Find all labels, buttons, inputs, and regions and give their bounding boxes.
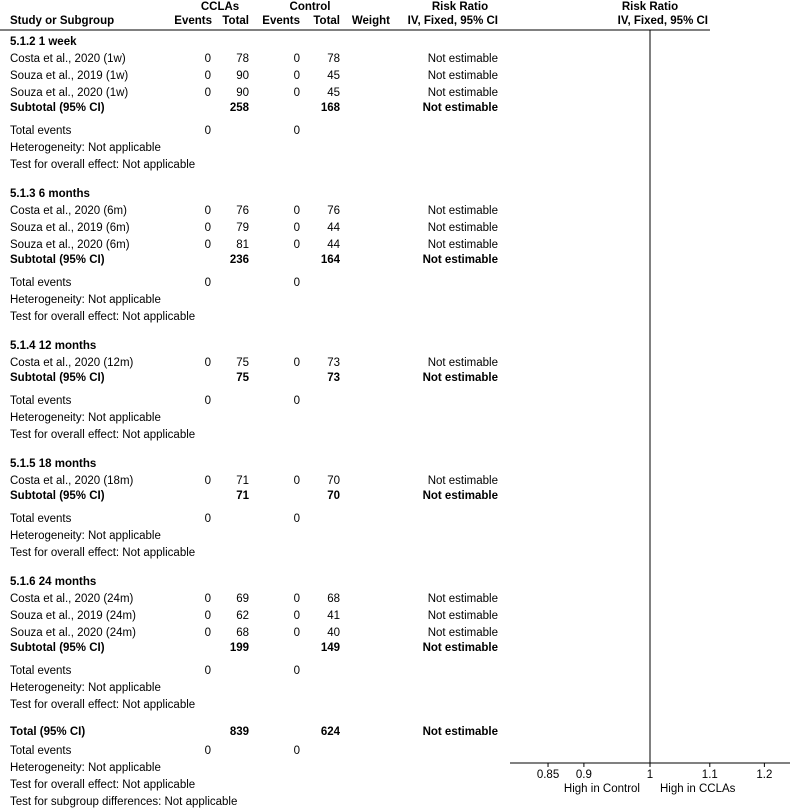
heterogeneity-text: Heterogeneity: Not applicable [10, 682, 161, 694]
events-cclas: 0 [204, 475, 211, 487]
subgroup-title: 5.1.5 18 months [10, 458, 97, 470]
column-header-events: Events [174, 15, 212, 27]
overall-effect-text: Test for overall effect: Not applicable [10, 547, 196, 559]
risk-ratio-value: Not estimable [427, 627, 498, 639]
subtotal-total-cclas: 236 [229, 254, 249, 266]
total-cclas: 90 [236, 87, 249, 99]
total-events-label: Total events [10, 665, 72, 677]
total-events-cclas: 0 [204, 125, 211, 137]
x-tick-label: 0.9 [575, 769, 592, 781]
subtotal-risk-ratio: Not estimable [422, 254, 498, 266]
group-header-cclas: CCLAs [200, 1, 240, 13]
events-cclas: 0 [204, 53, 211, 65]
total-cclas: 68 [236, 627, 249, 639]
total-events-cclas: 0 [204, 745, 211, 757]
risk-ratio-value: Not estimable [427, 593, 498, 605]
total-control: 73 [327, 357, 340, 369]
axis-label-right: High in CCLAs [660, 783, 736, 795]
overall-effect-text: Test for overall effect: Not applicable [10, 429, 196, 441]
total-events-control: 0 [293, 745, 300, 757]
events-cclas: 0 [204, 593, 211, 605]
heterogeneity-text: Heterogeneity: Not applicable [10, 530, 161, 542]
events-cclas: 0 [204, 610, 211, 622]
total-events-label: Total events [10, 395, 72, 407]
events-control: 0 [293, 475, 300, 487]
study-name: Costa et al., 2020 (18m) [10, 475, 134, 487]
total-cclas: 71 [236, 475, 249, 487]
x-tick-label: 1.2 [756, 769, 773, 781]
events-cclas: 0 [204, 239, 211, 251]
column-header-total: Total [222, 15, 249, 27]
study-name: Souza et al., 2020 (6m) [10, 239, 130, 251]
column-header-weight: Weight [351, 15, 390, 27]
events-control: 0 [293, 593, 300, 605]
events-control: 0 [293, 357, 300, 369]
total-cclas: 90 [236, 70, 249, 82]
x-tick-label: 1 [646, 769, 654, 781]
total-cclas: 69 [236, 593, 249, 605]
risk-ratio-value: Not estimable [427, 475, 498, 487]
group-header-risk-ratio: Risk Ratio [431, 1, 489, 13]
risk-ratio-value: Not estimable [427, 87, 498, 99]
study-name: Costa et al., 2020 (24m) [10, 593, 134, 605]
subtotal-label: Subtotal (95% CI) [10, 254, 105, 266]
risk-ratio-value: Not estimable [427, 70, 498, 82]
total-events-label: Total events [10, 745, 72, 757]
subtotal-risk-ratio: Not estimable [422, 642, 498, 654]
total-control: 44 [327, 222, 340, 234]
total-events-cclas: 0 [204, 513, 211, 525]
x-tick-label: 1.1 [701, 769, 718, 781]
study-name: Costa et al., 2020 (6m) [10, 205, 127, 217]
subtotal-label: Subtotal (95% CI) [10, 372, 105, 384]
axis-label-left: High in Control [563, 783, 640, 795]
total-events-label: Total events [10, 125, 72, 137]
events-cclas: 0 [204, 87, 211, 99]
events-cclas: 0 [204, 357, 211, 369]
study-name: Souza et al., 2020 (1w) [10, 87, 129, 99]
total-cclas: 79 [236, 222, 249, 234]
subtotal-total-control: 73 [327, 372, 340, 384]
total-events-control: 0 [293, 665, 300, 677]
subtotal-total-cclas: 258 [229, 102, 249, 114]
risk-ratio-value: Not estimable [427, 222, 498, 234]
total-cclas: 81 [236, 239, 249, 251]
total-control: 44 [327, 239, 340, 251]
risk-ratio-value: Not estimable [427, 239, 498, 251]
total-control: 70 [327, 475, 340, 487]
column-header-total: Total [313, 15, 340, 27]
grand-total-cclas: 839 [229, 726, 249, 738]
total-events-control: 0 [293, 395, 300, 407]
total-control: 45 [327, 87, 340, 99]
risk-ratio-value: Not estimable [427, 53, 498, 65]
grand-total-control: 624 [320, 726, 340, 738]
total-cclas: 76 [236, 205, 249, 217]
total-events-control: 0 [293, 125, 300, 137]
events-control: 0 [293, 87, 300, 99]
total-control: 76 [327, 205, 340, 217]
events-control: 0 [293, 610, 300, 622]
heterogeneity-text: Heterogeneity: Not applicable [10, 412, 161, 424]
total-control: 78 [327, 53, 340, 65]
events-control: 0 [293, 70, 300, 82]
total-control: 45 [327, 70, 340, 82]
subgroup-title: 5.1.6 24 months [10, 576, 97, 588]
risk-ratio-value: Not estimable [427, 357, 498, 369]
subgroup-title: 5.1.3 6 months [10, 188, 90, 200]
events-control: 0 [293, 239, 300, 251]
risk-ratio-value: Not estimable [427, 205, 498, 217]
overall-effect-text: Test for overall effect: Not applicable [10, 159, 196, 171]
subtotal-total-cclas: 71 [236, 490, 249, 502]
study-name: Souza et al., 2019 (1w) [10, 70, 129, 82]
subtotal-risk-ratio: Not estimable [422, 372, 498, 384]
total-events-label: Total events [10, 277, 72, 289]
heterogeneity-text: Heterogeneity: Not applicable [10, 762, 161, 774]
overall-effect-text: Test for overall effect: Not applicable [10, 779, 196, 791]
total-control: 40 [327, 627, 340, 639]
events-control: 0 [293, 205, 300, 217]
total-control: 68 [327, 593, 340, 605]
column-header-study: Study or Subgroup [10, 15, 115, 27]
subtotal-total-cclas: 75 [236, 372, 249, 384]
subgroup-differences-text: Test for subgroup differences: Not applicable [10, 796, 238, 808]
overall-effect-text: Test for overall effect: Not applicable [10, 311, 196, 323]
study-name: Costa et al., 2020 (12m) [10, 357, 134, 369]
study-name: Costa et al., 2020 (1w) [10, 53, 126, 65]
total-control: 41 [327, 610, 340, 622]
subtotal-total-control: 168 [320, 102, 340, 114]
total-events-cclas: 0 [204, 277, 211, 289]
subtotal-label: Subtotal (95% CI) [10, 102, 105, 114]
events-control: 0 [293, 53, 300, 65]
subtotal-total-control: 70 [327, 490, 340, 502]
column-header-method: IV, Fixed, 95% CI [407, 15, 498, 27]
heterogeneity-text: Heterogeneity: Not applicable [10, 294, 161, 306]
total-events-control: 0 [293, 277, 300, 289]
total-events-control: 0 [293, 513, 300, 525]
events-cclas: 0 [204, 70, 211, 82]
total-events-label: Total events [10, 513, 72, 525]
events-control: 0 [293, 627, 300, 639]
column-header-events: Events [262, 15, 300, 27]
column-header-method-plot: IV, Fixed, 95% CI [617, 15, 708, 27]
total-events-cclas: 0 [204, 395, 211, 407]
risk-ratio-value: Not estimable [427, 610, 498, 622]
events-cclas: 0 [204, 205, 211, 217]
overall-effect-text: Test for overall effect: Not applicable [10, 699, 196, 711]
study-name: Souza et al., 2020 (24m) [10, 627, 136, 639]
study-name: Souza et al., 2019 (6m) [10, 222, 130, 234]
subtotal-total-control: 149 [320, 642, 340, 654]
total-cclas: 78 [236, 53, 249, 65]
total-events-cclas: 0 [204, 665, 211, 677]
subtotal-total-cclas: 199 [229, 642, 249, 654]
subgroup-title: 5.1.2 1 week [10, 36, 77, 48]
events-control: 0 [293, 222, 300, 234]
total-cclas: 75 [236, 357, 249, 369]
subtotal-risk-ratio: Not estimable [422, 490, 498, 502]
events-cclas: 0 [204, 627, 211, 639]
total-cclas: 62 [236, 610, 249, 622]
total-label: Total (95% CI) [10, 726, 86, 738]
subtotal-label: Subtotal (95% CI) [10, 642, 105, 654]
heterogeneity-text: Heterogeneity: Not applicable [10, 142, 161, 154]
subtotal-total-control: 164 [320, 254, 340, 266]
subtotal-risk-ratio: Not estimable [422, 102, 498, 114]
events-cclas: 0 [204, 222, 211, 234]
subtotal-label: Subtotal (95% CI) [10, 490, 105, 502]
study-name: Souza et al., 2019 (24m) [10, 610, 136, 622]
group-header-control: Control [289, 1, 331, 13]
grand-total-risk-ratio: Not estimable [422, 726, 498, 738]
subgroup-title: 5.1.4 12 months [10, 340, 97, 352]
group-header-risk-ratio-plot: Risk Ratio [621, 1, 679, 13]
x-tick-label: 0.85 [536, 769, 560, 781]
